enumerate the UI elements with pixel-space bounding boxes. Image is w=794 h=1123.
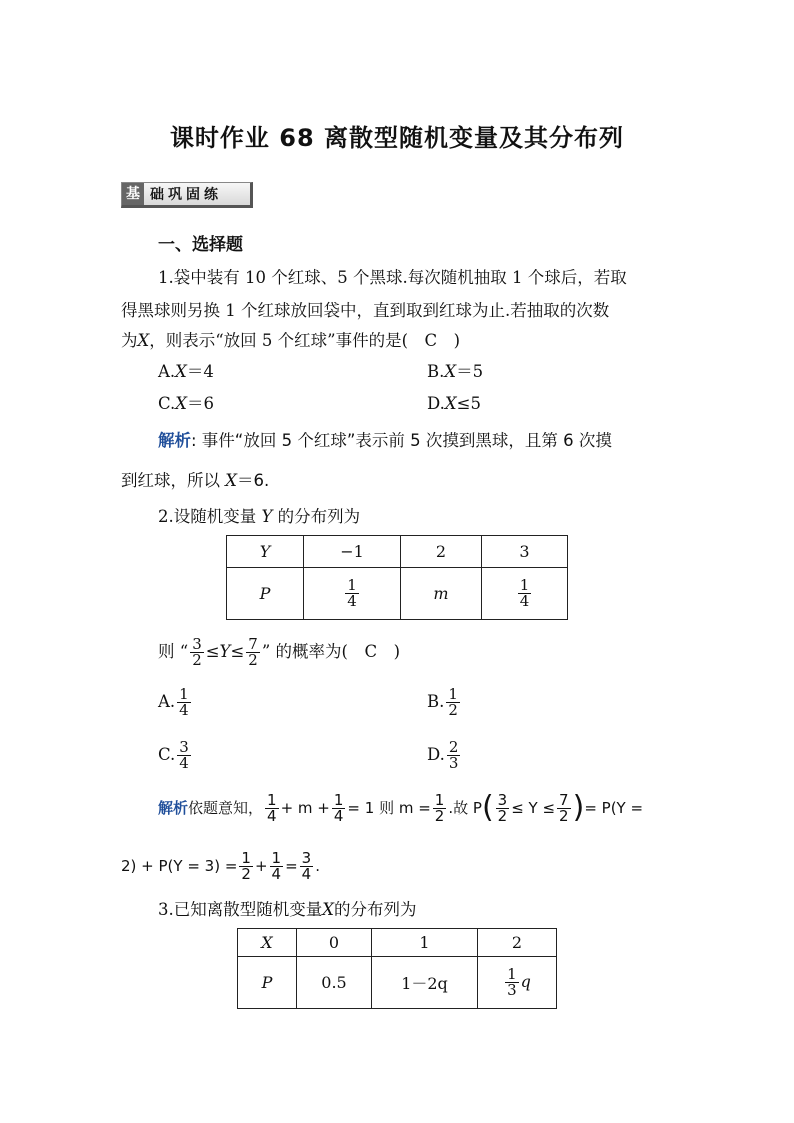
q3-stem: 3.已知离散型随机变量X的分布列为 — [158, 900, 417, 919]
q2-option-b: B. $\frac{1}{2}$ — [427, 684, 458, 719]
q3-distribution-table: X 0 1 2 P 0.5 1－2q $\frac{1}{3}$ q — [237, 928, 557, 1009]
q2-solution-line1: 解析 依题意知， $\frac{1}{4}$ + m + $\frac{1}{4}$ = 1 则 m = $\frac{1}{2}$ .故 P ( $\frac{3}{2}$ ≤ Y ≤ $\frac{7}{2}$ ) = P(Y = — [158, 790, 644, 825]
q2-solution-line2: 2) + P(Y = 3) = $\frac{1}{2}$ + $\frac{1}{4}$ = $\frac{3}{4}$ . — [121, 848, 320, 883]
q2-distribution-table: Y −1 2 3 P $\frac{1}{4}$ m $\frac{1}{4}$ — [226, 535, 568, 620]
q2-option-d: D. $\frac{2}{3}$ — [427, 737, 459, 772]
q2-option-c: C. $\frac{3}{4}$ — [158, 737, 189, 772]
section-heading: 一、选择题 — [158, 235, 243, 255]
section-badge — [121, 182, 253, 208]
q1-option-a: A.X＝4 — [158, 362, 214, 381]
solution-label: 解析 — [158, 431, 191, 450]
q1-solution-line2: 到红球，所以 X＝6. — [121, 471, 270, 490]
page-title: 课时作业 68 离散型随机变量及其分布列 — [169, 124, 625, 152]
solution-label: 解析 — [158, 799, 189, 817]
q1-line3: 为X，则表示“放回 5 个红球”事件的是( C ) — [121, 331, 461, 350]
q2-stem: 2.设随机变量 Y 的分布列为 — [158, 507, 361, 526]
badge-first-char: 基 — [122, 183, 144, 205]
q1-line2: 得黑球则另换 1 个红球放回袋中，直到取到红球为止.若抽取的次数 — [121, 301, 610, 320]
q1-option-c: C.X＝6 — [158, 394, 215, 413]
q2-question: 则 “ $\frac{3}{2}$ ≤Y≤ $\frac{7}{2}$ ” 的概率为( C ) — [158, 634, 401, 669]
q1-line1: 1.袋中装有 10 个红球、5 个黑球.每次随机抽取 1 个球后，若取 — [158, 268, 627, 287]
q1-option-d: D.X≤5 — [427, 394, 481, 413]
q1-option-b: B.X＝5 — [427, 362, 484, 381]
q2-option-a: A. $\frac{1}{4}$ — [158, 684, 189, 719]
q1-solution-line1: 解析: 事件“放回 5 个红球”表示前 5 次摸到黑球，且第 6 次摸 — [158, 431, 612, 450]
badge-text: 础巩固练 — [150, 187, 222, 203]
